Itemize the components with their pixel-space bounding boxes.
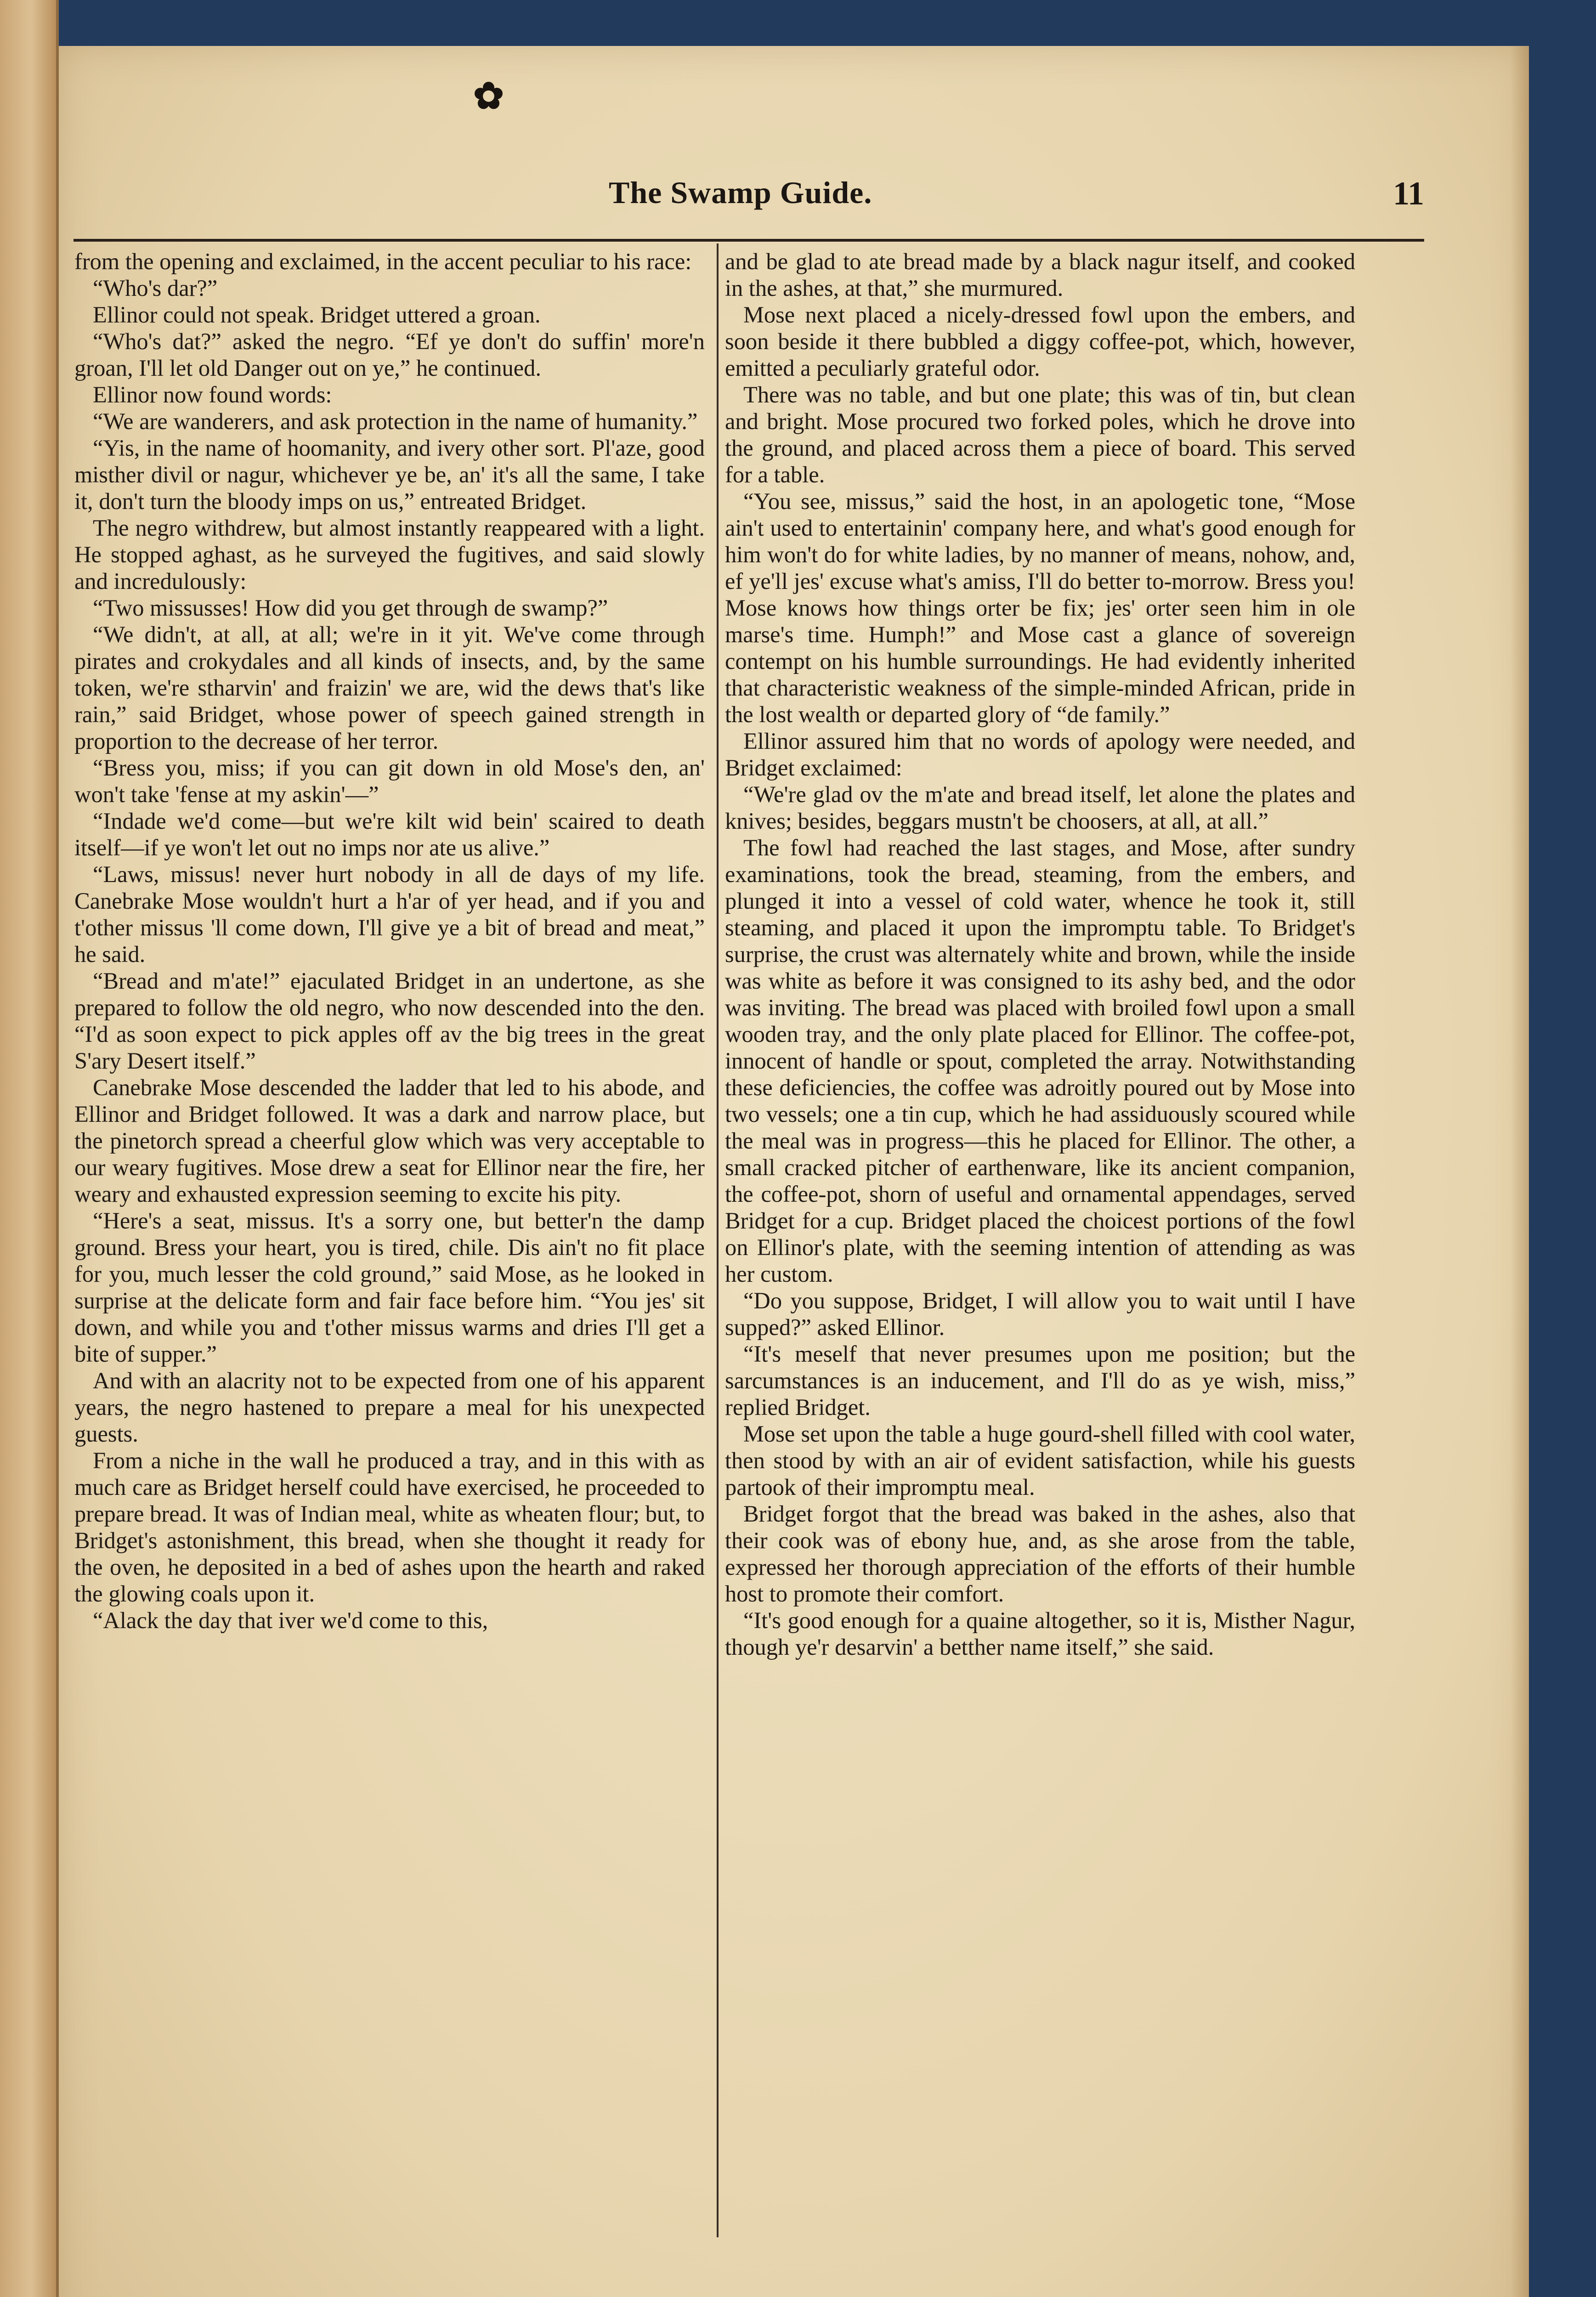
paragraph: “You see, missus,” said the host, in an apologetic tone, “Mose ain't used to entertainin' company here, and what's good enough for him won't do for white ladies, by no manner of means, nohow, and, ef ye'll jes' excuse what's amiss, I'll do better to-morrow. Bress you! Mose knows how things orter be fix; jes' orter seen him in ole marse's time. Humph!” and Mose cast a glance of sovereign contempt on his humble surroundings. He had evidently inherited that characteristic weakness of the simple-minded African, pride in the lost wealth or departed glory of “de family.” bbox=[725, 488, 1355, 727]
paragraph: “It's meself that never presumes upon me position; but the sarcumstances is an inducement, and I'll do as ye wish, miss,” replied Bridget. bbox=[725, 1341, 1355, 1420]
paragraph: “Two missusses! How did you get through de swamp?” bbox=[93, 595, 608, 621]
paragraph: Canebrake Mose descended the ladder that led to his abode, and Ellinor and Bridget followed. It was a dark and narrow place, but the pinetorch spread a cheerful glow which was very acceptable to our weary fugitives. Mose drew a seat for Ellinor near the fire, her weary and exhausted expression seeming to excite his pity. bbox=[74, 1075, 705, 1207]
text-column-right bbox=[725, 248, 1355, 1660]
paragraph: “We're glad ov the m'ate and bread itself, let alone the plates and knives; besides, beggars mustn't be choosers, at all, at all.” bbox=[725, 781, 1355, 834]
paragraph: Bridget forgot that the bread was baked in the ashes, also that their cook was of ebony hue, and, as she arose from the table, expressed her thorough appreciation of the efforts of their humble host to promote their comfort. bbox=[725, 1501, 1355, 1607]
paragraph: “Who's dat?” asked the negro. “Ef ye don't do suffin' more'n groan, I'll let old Danger out on ye,” he continued. bbox=[74, 328, 705, 381]
paragraph: From a niche in the wall he produced a tray, and in this with as much care as Bridget herself could have exercised, he proceeded to prepare bread. It was of Indian meal, white as wheaten flour; but, to Bridget's astonishment, this bread, when she thought it ready for the oven, he deposited in a bed of ashes upon the hearth and raked the glowing coals upon it. bbox=[74, 1448, 705, 1607]
paragraph: “Do you suppose, Bridget, I will allow you to wait until I have supped?” asked Ellinor. bbox=[725, 1288, 1355, 1340]
paragraph: Mose set upon the table a huge gourd-shell filled with cool water, then stood by with an air of evident satisfaction, while his guests partook of their impromptu meal. bbox=[725, 1421, 1355, 1500]
text-column-left bbox=[74, 248, 705, 1634]
paragraph: “Yis, in the name of hoomanity, and ivery other sort. Pl'aze, good misther divil or nagur, whichever ye be, an' it's all the same, I take it, don't turn the bloody imps on us,” entreated Bridget. bbox=[74, 435, 705, 514]
paragraph: “Alack the day that iver we'd come to this, bbox=[93, 1607, 488, 1633]
page-edge-shadow bbox=[1511, 46, 1529, 2297]
paragraph: from the opening and exclaimed, in the accent peculiar to his race: bbox=[74, 249, 692, 274]
paragraph: “We are wanderers, and ask protection in the name of humanity.” bbox=[93, 408, 698, 434]
paragraph: Ellinor now found words: bbox=[93, 382, 332, 407]
paragraph: “Indade we'd come—but we're kilt wid bein' scaired to death itself—if ye won't let out no imps nor ate us alive.” bbox=[74, 808, 705, 860]
paragraph: “We didn't, at all, at all; we're in it yit. We've come through pirates and crokydales and all kinds of insects, and, by the same token, we're stharvin' and fraizin' we are, wid the dews that's like rain,” said Bridget, whose power of speech gained strength in proportion to the decrease of her terror. bbox=[74, 622, 705, 754]
paragraph: “Here's a seat, missus. It's a sorry one, but better'n the damp ground. Bress your heart, you is tired, chile. Dis ain't no fit place for you, much lesser the cold ground,” said Mose, as he looked in surprise at the delicate form and fair face before him. “You jes' sit down, and while you and t'other missus warms and dries I'll get a bite of supper.” bbox=[74, 1208, 705, 1367]
paragraph: Ellinor assured him that no words of apology were needed, and Bridget exclaimed: bbox=[725, 728, 1355, 781]
paragraph: “Bread and m'ate!” ejaculated Bridget in an undertone, as she prepared to follow the old negro, who now descended into the den. “I'd as soon expect to pick apples off av the big trees in the great S'ary Desert itself.” bbox=[74, 968, 705, 1074]
paragraph: Mose next placed a nicely-dressed fowl upon the embers, and soon beside it there bubbled a diggy coffee-pot, which, however, emitted a peculiarly grateful odor. bbox=[725, 302, 1355, 381]
page-number: 11 bbox=[1392, 175, 1424, 212]
paragraph: There was no table, and but one plate; this was of tin, but clean and bright. Mose procured two forked poles, which he drove into the ground, and placed across them a piece of board. This served for a table. bbox=[725, 382, 1355, 487]
column-divider bbox=[717, 243, 719, 2237]
ink-blot-icon: ✿ bbox=[473, 76, 504, 117]
paragraph: The negro withdrew, but almost instantly reappeared with a light. He stopped aghast, as he surveyed the fugitives, and said slowly and incredulously: bbox=[74, 515, 705, 594]
paragraph: “Who's dar?” bbox=[93, 275, 218, 301]
header-rule bbox=[74, 239, 1424, 242]
paragraph: The fowl had reached the last stages, and Mose, after sundry examinations, took the bread, steaming, from the embers, and plunged it into a vessel of cold water, whence he took it, still steaming, and placed it upon the impromptu table. To Bridget's surprise, the crust was alternately white and brown, while the inside was white as before it was consigned to its ashy bed, and the odor was inviting. The bread was placed with broiled fowl upon a small wooden tray, and the only plate placed for Ellinor. The coffee-pot, innocent of handle or spout, completed the array. Notwithstanding these deficiencies, the coffee was adroitly poured out by Mose into two vessels; one a tin cup, which he had assiduously scoured while the meal was in progress—this he placed for Ellinor. The other, a small cracked pitcher of earthenware, like its ancient companion, the coffee-pot, shorn of useful and ornamental appendages, served Bridget for a cup. Bridget placed the choicest portions of the fowl on Ellinor's plate, with the seeming intention of attending as was her custom. bbox=[725, 835, 1355, 1287]
running-head bbox=[74, 175, 1443, 234]
paragraph: And with an alacrity not to be expected from one of his apparent years, the negro hastened to prepare a meal for his unexpected guests. bbox=[74, 1368, 705, 1447]
paragraph: “Laws, missus! never hurt nobody in all de days of my life. Canebrake Mose wouldn't hurt a h'ar of yer head, and if you and t'other missus 'll come down, I'll give ye a bit of bread and meat,” he said. bbox=[74, 861, 705, 967]
paragraph: Ellinor could not speak. Bridget uttered a groan. bbox=[93, 302, 541, 328]
paragraph: and be glad to ate bread made by a black nagur itself, and cooked in the ashes, at that,” she murmured. bbox=[725, 249, 1355, 301]
binding-spine bbox=[0, 0, 59, 2297]
paragraph: “Bress you, miss; if you can git down in old Mose's den, an' won't take 'fense at my askin'—” bbox=[74, 755, 705, 807]
paragraph: “It's good enough for a quaine altogether, so it is, Misther Nagur, though ye'r desarvin' a betther name itself,” she said. bbox=[725, 1607, 1355, 1660]
page-title: The Swamp Guide. bbox=[609, 175, 872, 210]
